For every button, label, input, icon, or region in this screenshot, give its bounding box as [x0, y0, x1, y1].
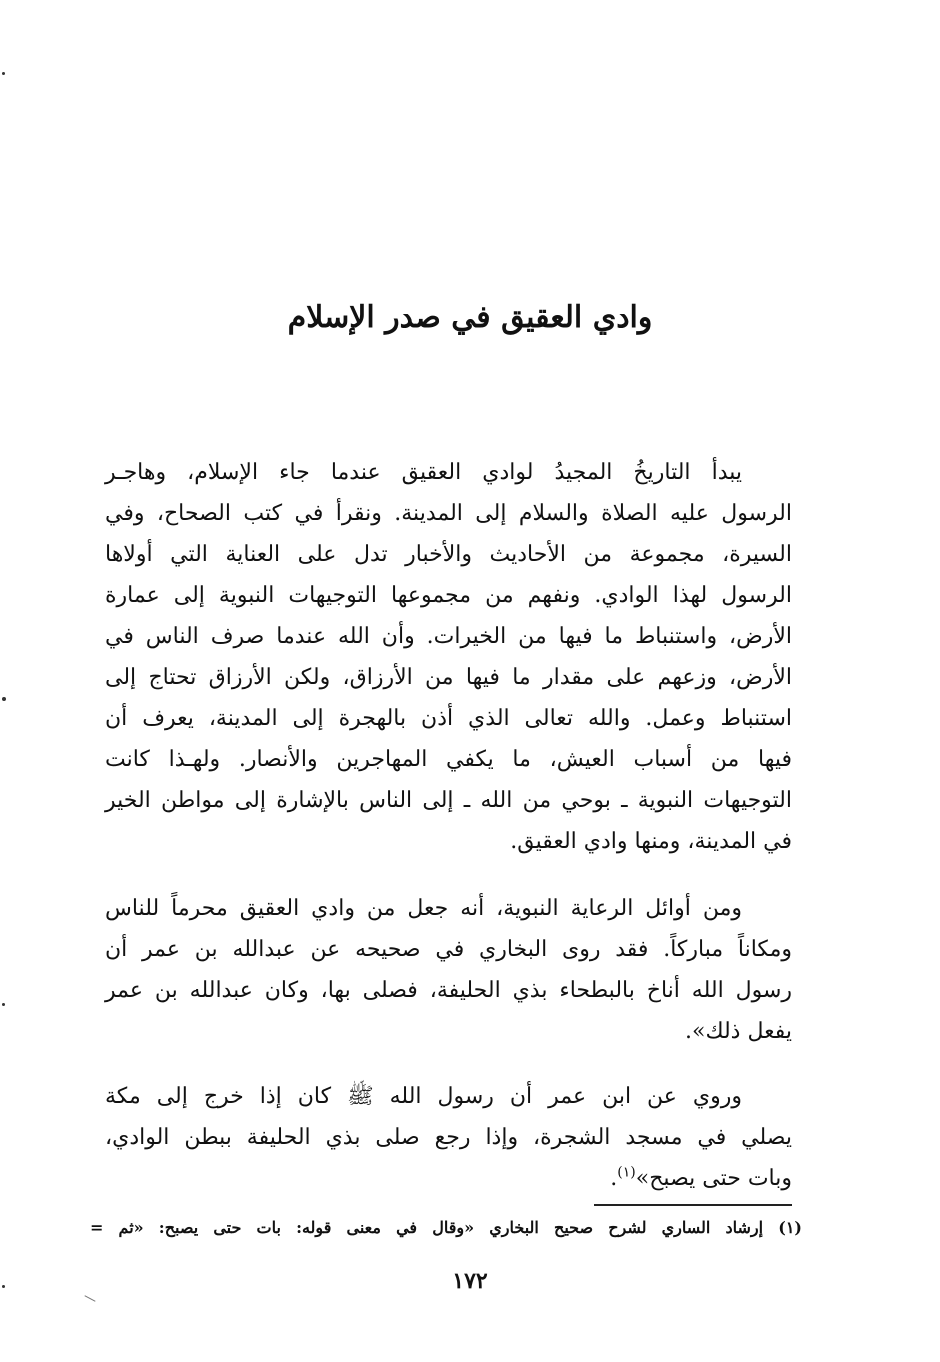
sentence-end-mark: . — [610, 1166, 618, 1191]
text-line: وروي عن ابن عمر أن رسول الله ﷺ كان إذا خرج إلى مكة — [105, 1084, 742, 1109]
text-line: يفعل ذلك». — [684, 1019, 792, 1044]
text-line-with-footnote — [105, 1158, 792, 1199]
page-number: ١٧٢ — [452, 1268, 488, 1294]
scan-speck — [2, 697, 6, 701]
text-line: يصلي في مسجد الشجرة، وإذا رجع صلى بذي الحليفة ببطن الوادي، — [105, 1125, 792, 1150]
footnote: (١) إرشاد الساري لشرح صحيح البخاري «وقال في معنى قوله: بات حتى يصبح: «ثم = — [90, 1218, 802, 1237]
text-segment: وبات حتى يصبح» — [635, 1166, 792, 1191]
paragraph-2 — [105, 888, 792, 1052]
text-line: الرسول لهذا الوادي. ونفهم من مجموعها التوجيهات النبوية إلى عمارة — [105, 583, 792, 608]
scan-stroke — [84, 1295, 95, 1302]
footnote-reference[interactable]: (١) — [617, 1164, 636, 1181]
text-line: يبدأ التاريخُ المجيدُ لوادي العقيق عندما جاء الإسلام، وهاجـر — [105, 460, 742, 485]
text-line: رسول الله أناخ بالبطحاء بذي الحليفة، فصلى بها، وكان عبدالله بن عمر — [105, 978, 792, 1003]
text-line: التوجيهات النبوية ـ بوحي من الله ـ إلى الناس بالإشارة إلى مواطن الخير — [105, 788, 792, 813]
text-line: السيرة، مجموعة من الأحاديث والأخبار تدل على العناية التي أولاها — [105, 542, 792, 567]
scan-speck — [2, 72, 5, 75]
paragraph-1 — [105, 452, 792, 862]
text-line: ومن أوائل الرعاية النبوية، أنه جعل من وادي العقيق محرماً للناس — [105, 896, 742, 921]
text-line: فيها من أسباب العيش، ما يكفي المهاجرين والأنصار. ولهـذا كانت — [105, 747, 792, 772]
paragraph-3 — [105, 1076, 792, 1199]
text-line: في المدينة، ومنها وادي العقيق. — [510, 829, 792, 854]
chapter-title: وادي العقيق في صدر الإسلام — [287, 300, 653, 335]
text-line: الأرض، وزعهم على مقدار ما فيها من الأرزاق، ولكن الأرزاق تحتاج إلى — [105, 665, 792, 690]
scan-speck — [2, 1003, 5, 1006]
scan-speck — [2, 1285, 5, 1288]
text-line: الأرض، واستنباط ما فيها من الخيرات. وأن الله عندما صرف الناس في — [105, 624, 792, 649]
text-line: ومكاناً مباركاً. فقد روى البخاري في صحيحه عن عبدالله بن عمر أن — [105, 937, 792, 962]
text-line: الرسول عليه الصلاة والسلام إلى المدينة. ونقرأ في كتب الصحاح، وفي — [105, 501, 792, 526]
text-line: استنباط وعمل. والله تعالى الذي أذن بالهجرة إلى المدينة، يعرف أن — [105, 706, 792, 731]
footnote-divider — [594, 1204, 792, 1206]
